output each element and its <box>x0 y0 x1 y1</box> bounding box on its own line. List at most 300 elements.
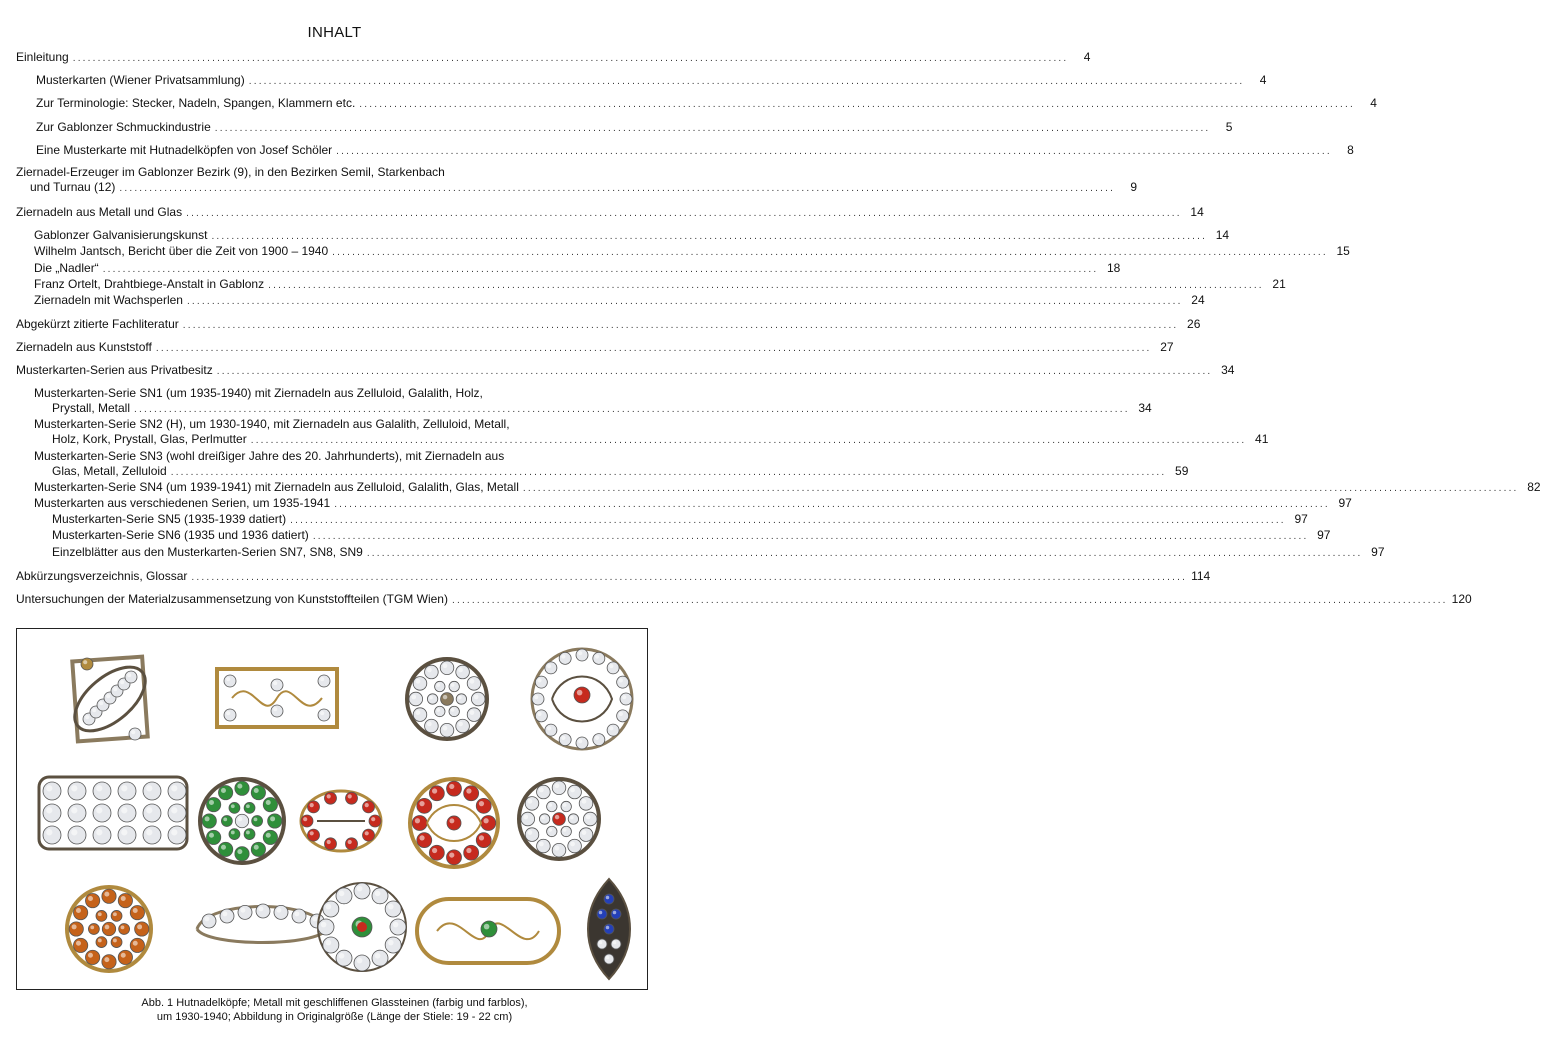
figure-hatpin-heads <box>16 628 648 990</box>
glass-stone <box>43 826 61 844</box>
hatpin-photo-illustration <box>17 629 647 989</box>
glass-stone <box>354 955 370 971</box>
glass-stone <box>425 719 439 733</box>
glass-stone <box>385 937 401 953</box>
glass-stone <box>118 782 136 800</box>
glass-stone <box>429 845 444 860</box>
dot-leader: ........................................................................................................................................................................................................ <box>268 280 1264 291</box>
stone-highlight <box>606 956 610 960</box>
toc-entry <box>16 545 1385 561</box>
glass-stone <box>552 781 566 795</box>
toc-entry-title: Untersuchungen der Materialzusammensetzung von Kunststoffteilen (TGM Wien) <box>16 592 448 606</box>
stone-highlight <box>237 849 242 854</box>
glass-stone <box>385 901 401 917</box>
stone-highlight <box>563 828 567 832</box>
glass-stone <box>604 924 614 934</box>
stone-highlight <box>436 708 440 712</box>
glass-stone <box>218 842 232 856</box>
stone-highlight <box>416 679 421 684</box>
glass-stone <box>118 950 132 964</box>
stone-highlight <box>365 803 369 807</box>
glass-stone <box>593 734 605 746</box>
stone-highlight <box>294 911 299 916</box>
toc-entry-title: Abgekürzt zitierte Fachliteratur <box>16 317 179 331</box>
toc-page-number: 114 <box>1191 569 1211 583</box>
glass-stone <box>118 893 132 907</box>
toc-page-number: 8 <box>1347 143 1354 157</box>
stone-highlight <box>613 911 617 915</box>
glass-stone <box>96 937 107 948</box>
stone-highlight <box>427 668 432 673</box>
dot-leader: ........................................................................................................................................................................................................ <box>134 404 1130 415</box>
stone-highlight <box>357 958 363 964</box>
stone-highlight <box>479 835 484 840</box>
glass-stone <box>336 950 352 966</box>
glass-stone <box>69 922 83 936</box>
glass-stone <box>206 830 220 844</box>
glass-stone <box>168 782 186 800</box>
stone-highlight <box>411 695 416 700</box>
stone-highlight <box>326 940 332 946</box>
glass-stone <box>535 710 547 722</box>
glass-stone <box>206 797 220 811</box>
stone-highlight <box>619 712 623 716</box>
glass-stone <box>130 938 144 952</box>
stone-highlight <box>470 679 475 684</box>
toc-entry-title: Ziernadel-Erzeuger im Gablonzer Bezirk (9), in den Bezirken Semil, Starkenbach <box>16 165 445 179</box>
toc-page-number: 27 <box>1160 340 1174 354</box>
toc-entry <box>16 293 1205 309</box>
toc-entry <box>16 417 1269 448</box>
glass-stone <box>607 724 619 736</box>
glass-stone <box>129 728 141 740</box>
glass-stone <box>545 662 557 674</box>
stone-highlight <box>449 784 454 789</box>
toc-entry <box>16 592 1472 608</box>
stone-highlight <box>310 803 314 807</box>
toc-entry-title: Musterkarten (Wiener Privatsammlung) <box>36 73 245 87</box>
dot-leader: ........................................................................................................................................................................................................ <box>119 183 1116 194</box>
glass-stone <box>93 782 111 800</box>
glass-stone <box>354 883 370 899</box>
toc-page-number: 18 <box>1107 261 1121 275</box>
stone-highlight <box>137 924 142 929</box>
toc-page-number: 41 <box>1255 432 1269 446</box>
toc-entry-title: Ziernadeln mit Wachsperlen <box>34 293 183 307</box>
glass-stone <box>579 828 593 842</box>
stone-highlight <box>547 726 551 730</box>
glass-stone <box>93 826 111 844</box>
stone-highlight <box>72 924 77 929</box>
dot-leader: ........................................................................................................................................................................................................ <box>186 208 1182 219</box>
dot-leader: ........................................................................................................................................................................................................ <box>191 572 1188 583</box>
glass-stone <box>263 797 277 811</box>
glass-stone <box>118 804 136 822</box>
stone-highlight <box>254 817 258 821</box>
stone-highlight <box>606 926 610 930</box>
toc-entry <box>16 512 1308 528</box>
stone-highlight <box>76 941 81 946</box>
glass-stone <box>539 814 549 824</box>
glass-stone <box>611 909 621 919</box>
stone-highlight <box>537 712 541 716</box>
stone-highlight <box>205 816 210 821</box>
toc-page-number: 14 <box>1215 228 1230 242</box>
glass-stone <box>456 694 466 704</box>
glass-stone <box>363 801 375 813</box>
toc-entry-title: Ziernadeln aus Metall und Glas <box>16 205 183 219</box>
toc-page-number: 15 <box>1336 244 1350 258</box>
stone-highlight <box>371 817 375 821</box>
glass-stone <box>102 889 116 903</box>
toc-entry <box>16 73 1267 89</box>
glass-stone <box>318 919 334 935</box>
stone-highlight <box>432 848 437 853</box>
glass-stone <box>449 706 459 716</box>
center-stone <box>574 687 590 703</box>
toc-entry <box>16 480 1541 496</box>
glass-stone <box>130 905 144 919</box>
stone-highlight <box>303 817 307 821</box>
stone-highlight <box>582 830 587 835</box>
stone-highlight <box>470 710 475 715</box>
glass-stone <box>435 706 445 716</box>
glass-stone <box>449 681 459 691</box>
stone-highlight <box>348 794 352 798</box>
glass-stone <box>251 785 265 799</box>
center-stone <box>102 922 115 935</box>
stone-highlight <box>528 799 533 804</box>
stone-highlight <box>254 788 259 793</box>
stone-highlight <box>131 730 135 734</box>
glass-stone <box>611 939 621 949</box>
stone-highlight <box>121 896 126 901</box>
stone-highlight <box>539 788 544 793</box>
stone-highlight <box>449 852 454 857</box>
stone-highlight <box>528 830 533 835</box>
stone-highlight <box>595 654 599 658</box>
toc-page-number: 97 <box>1371 545 1385 559</box>
stone-highlight <box>127 673 131 677</box>
stone-highlight <box>98 912 102 916</box>
glass-stone <box>521 812 535 826</box>
glass-stone <box>324 838 336 850</box>
center-stone <box>481 921 497 937</box>
glass-stone <box>429 786 444 801</box>
toc-entry <box>16 96 1377 112</box>
glass-stone <box>43 782 61 800</box>
stone-highlight <box>226 711 230 715</box>
glass-stone <box>583 812 597 826</box>
stone-highlight <box>555 846 560 851</box>
glass-stone <box>324 792 336 804</box>
stone-highlight <box>570 788 575 793</box>
toc-entry-title: Einleitung <box>16 50 69 64</box>
glass-stone <box>552 843 566 857</box>
glass-stone <box>561 826 571 836</box>
glass-stone <box>271 705 283 717</box>
toc-entry <box>16 261 1121 277</box>
stone-highlight <box>483 818 488 823</box>
stone-highlight <box>578 739 582 743</box>
stone-highlight <box>246 804 250 808</box>
stone-highlight <box>266 833 271 838</box>
stone-highlight <box>548 828 552 832</box>
dot-leader: ........................................................................................................................................................................................................ <box>451 595 1448 606</box>
glass-stone <box>467 708 481 722</box>
toc-entry-title: Holz, Kork, Prystall, Glas, Perlmutter <box>52 432 247 446</box>
stone-highlight <box>537 678 541 682</box>
glass-stone <box>447 850 462 865</box>
center-accent <box>357 922 367 932</box>
stone-highlight <box>609 664 613 668</box>
glass-stone <box>604 954 614 964</box>
stone-highlight <box>484 924 490 930</box>
stone-highlight <box>327 840 331 844</box>
stone-highlight <box>555 815 559 819</box>
stone-highlight <box>85 715 89 719</box>
glass-stone <box>593 652 605 664</box>
glass-stone <box>318 675 330 687</box>
glass-stone <box>456 665 470 679</box>
stone-highlight <box>99 701 103 705</box>
stone-highlight <box>221 845 226 850</box>
toc-entry <box>16 363 1235 379</box>
toc-entry-title: Musterkarten-Serie SN4 (um 1939-1941) mit Ziernadeln aus Zelluloid, Galalith, Glas, Metall <box>34 480 519 494</box>
glass-stone <box>456 719 470 733</box>
stone-highlight <box>479 801 484 806</box>
stone-highlight <box>326 904 332 910</box>
toc-entry-title: Zur Terminologie: Stecker, Nadeln, Spangen, Klammern etc. <box>36 96 356 110</box>
toc-entry-title: Musterkarten-Serien aus Privatbesitz <box>16 363 213 377</box>
stone-highlight <box>273 681 277 685</box>
glass-stone <box>96 910 107 921</box>
glass-stone <box>346 792 358 804</box>
toc-entry <box>16 244 1350 260</box>
glass-stone <box>440 661 454 675</box>
glass-stone <box>301 815 313 827</box>
stone-highlight <box>415 818 420 823</box>
glass-stone <box>440 723 454 737</box>
toc-page-number: 34 <box>1221 363 1235 377</box>
glass-stone <box>568 814 578 824</box>
glass-stone <box>220 909 234 923</box>
stone-highlight <box>105 925 110 930</box>
glass-stone <box>390 919 406 935</box>
stone-highlight <box>443 726 448 731</box>
stone-highlight <box>443 663 448 668</box>
toc-entry <box>16 386 1152 417</box>
toc-entry-title: Wilhelm Jantsch, Bericht über die Zeit von 1900 – 1940 <box>34 244 329 258</box>
stone-highlight <box>121 807 127 813</box>
toc-entry <box>16 277 1286 293</box>
stone-highlight <box>96 829 102 835</box>
toc-entry-title: Abkürzungsverzeichnis, Glossar <box>16 569 188 583</box>
glass-stone <box>85 950 99 964</box>
glass-stone <box>263 830 277 844</box>
glass-stone <box>229 802 240 813</box>
filigree-wire <box>232 691 322 705</box>
glass-stone <box>235 781 249 795</box>
glass-stone <box>464 786 479 801</box>
caption-line-1: Abb. 1 Hutnadelköpfe; Metall mit geschliffenen Glassteinen (farbig und farblos), <box>141 997 528 1009</box>
stone-highlight <box>327 794 331 798</box>
toc-entry <box>16 528 1331 544</box>
toc-page-number: 4 <box>1083 50 1091 64</box>
glass-stone <box>525 828 539 842</box>
glass-stone <box>81 658 93 670</box>
toc-entry <box>16 120 1233 136</box>
toc-page-number: 4 <box>1370 96 1377 110</box>
glass-stone <box>535 676 547 688</box>
stone-highlight <box>266 800 271 805</box>
stone-highlight <box>429 696 433 700</box>
glass-stone <box>202 814 216 828</box>
glass-stone <box>476 798 491 813</box>
stone-highlight <box>240 908 245 913</box>
stone-highlight <box>209 833 214 838</box>
glass-stone <box>336 888 352 904</box>
caption-line-2: um 1930-1940; Abbildung in Originalgröße (Länge der Stiele: 19 - 22 cm) <box>156 1011 513 1023</box>
stone-highlight <box>365 831 369 835</box>
glass-stone <box>221 816 232 827</box>
stone-highlight <box>90 925 94 929</box>
stone-highlight <box>276 908 281 913</box>
glass-stone <box>481 816 496 831</box>
glass-stone <box>559 734 571 746</box>
stone-highlight <box>133 941 138 946</box>
stone-highlight <box>223 817 227 821</box>
glass-stone <box>252 816 263 827</box>
glass-stone <box>435 681 445 691</box>
glass-stone <box>467 677 481 691</box>
glass-stone <box>323 901 339 917</box>
toc-entry-title: Die „Nadler“ <box>34 261 99 275</box>
stone-highlight <box>458 696 462 700</box>
stone-highlight <box>71 807 77 813</box>
stone-highlight <box>104 957 109 962</box>
toc-page-number: 9 <box>1130 180 1138 194</box>
stone-highlight <box>339 953 345 959</box>
toc-entry <box>16 228 1230 244</box>
stone-highlight <box>466 788 471 793</box>
toc-page-number: 82 <box>1527 480 1541 494</box>
stone-highlight <box>222 911 227 916</box>
stone-highlight <box>71 785 77 791</box>
toc-entry-title: Zur Gablonzer Schmuckindustrie <box>36 120 211 134</box>
glass-stone <box>238 905 252 919</box>
stone-highlight <box>76 908 81 913</box>
dot-leader: ........................................................................................................................................................................................................ <box>170 467 1167 478</box>
glass-stone <box>224 709 236 721</box>
stone-highlight <box>458 668 463 673</box>
toc-entry <box>16 50 1091 66</box>
dot-leader: ........................................................................................................................................................................................................ <box>72 53 1069 64</box>
stone-highlight <box>312 916 317 921</box>
dot-leader: ........................................................................................................................................................................................................ <box>216 366 1213 377</box>
stone-highlight <box>98 939 102 943</box>
stone-highlight <box>474 695 479 700</box>
dot-leader: ........................................................................................................................................................................................................ <box>366 548 1363 559</box>
glass-stone <box>268 814 282 828</box>
glass-stone <box>68 782 86 800</box>
stone-highlight <box>436 683 440 687</box>
glass-stone <box>427 694 437 704</box>
glass-stone <box>425 665 439 679</box>
stone-highlight <box>582 799 587 804</box>
toc-page-number: 97 <box>1338 496 1352 510</box>
glass-stone <box>369 815 381 827</box>
glass-stone <box>559 652 571 664</box>
stone-highlight <box>419 835 424 840</box>
stone-highlight <box>133 908 138 913</box>
glass-stone <box>73 905 87 919</box>
stone-highlight <box>578 651 582 655</box>
stone-highlight <box>226 677 230 681</box>
stone-highlight <box>606 896 610 900</box>
glass-stone <box>135 922 149 936</box>
stone-highlight <box>599 911 603 915</box>
glass-stone <box>85 893 99 907</box>
stone-highlight <box>427 722 432 727</box>
stone-highlight <box>121 953 126 958</box>
toc-entry-title: Musterkarten aus verschiedenen Serien, um 1935-1941 <box>34 496 331 510</box>
glass-stone <box>447 781 462 796</box>
toc-entry-title: Prystall, Metall <box>52 401 131 415</box>
glass-stone <box>93 804 111 822</box>
glass-stone <box>525 797 539 811</box>
stone-highlight <box>541 816 545 820</box>
toc-entry-title: Eine Musterkarte mit Hutnadelköpfen von Josef Schöler <box>36 143 333 157</box>
dot-leader: ........................................................................................................................................................................................................ <box>211 231 1208 242</box>
toc-page-number: 120 <box>1451 592 1472 606</box>
glass-stone <box>251 842 265 856</box>
glass-stone <box>256 904 270 918</box>
stone-highlight <box>458 722 463 727</box>
stone-highlight <box>246 831 250 835</box>
toc-page-number: 24 <box>1191 293 1205 307</box>
glass-stone <box>346 838 358 850</box>
stone-highlight <box>375 953 381 959</box>
stone-highlight <box>321 922 327 928</box>
stone-highlight <box>561 736 565 740</box>
stone-highlight <box>106 694 110 698</box>
stone-highlight <box>221 788 226 793</box>
stone-highlight <box>432 788 437 793</box>
stone-highlight <box>92 708 96 712</box>
stone-highlight <box>609 726 613 730</box>
stone-highlight <box>171 807 177 813</box>
stone-highlight <box>121 785 127 791</box>
glass-stone <box>471 692 485 706</box>
dot-leader: ........................................................................................................................................................................................................ <box>250 435 1247 446</box>
toc-entry <box>16 317 1201 333</box>
toc-entry-title: Musterkarten-Serie SN2 (H), um 1930-1940, mit Ziernadeln aus Galalith, Zelluloid, Metall, <box>34 417 510 431</box>
toc-entry-title: Einzelblätter aus den Musterkarten-Serien SN7, SN8, SN9 <box>52 545 363 559</box>
glass-stone <box>617 710 629 722</box>
dot-leader: ........................................................................................................................................................................................................ <box>248 76 1245 87</box>
stone-highlight <box>270 816 275 821</box>
glass-stone <box>323 937 339 953</box>
glass-stone <box>537 839 551 853</box>
stone-highlight <box>539 842 544 847</box>
stone-highlight <box>96 807 102 813</box>
stone-highlight <box>113 687 117 691</box>
stone-highlight <box>88 896 93 901</box>
stone-highlight <box>113 912 117 916</box>
glass-stone <box>68 804 86 822</box>
glass-stone <box>244 802 255 813</box>
